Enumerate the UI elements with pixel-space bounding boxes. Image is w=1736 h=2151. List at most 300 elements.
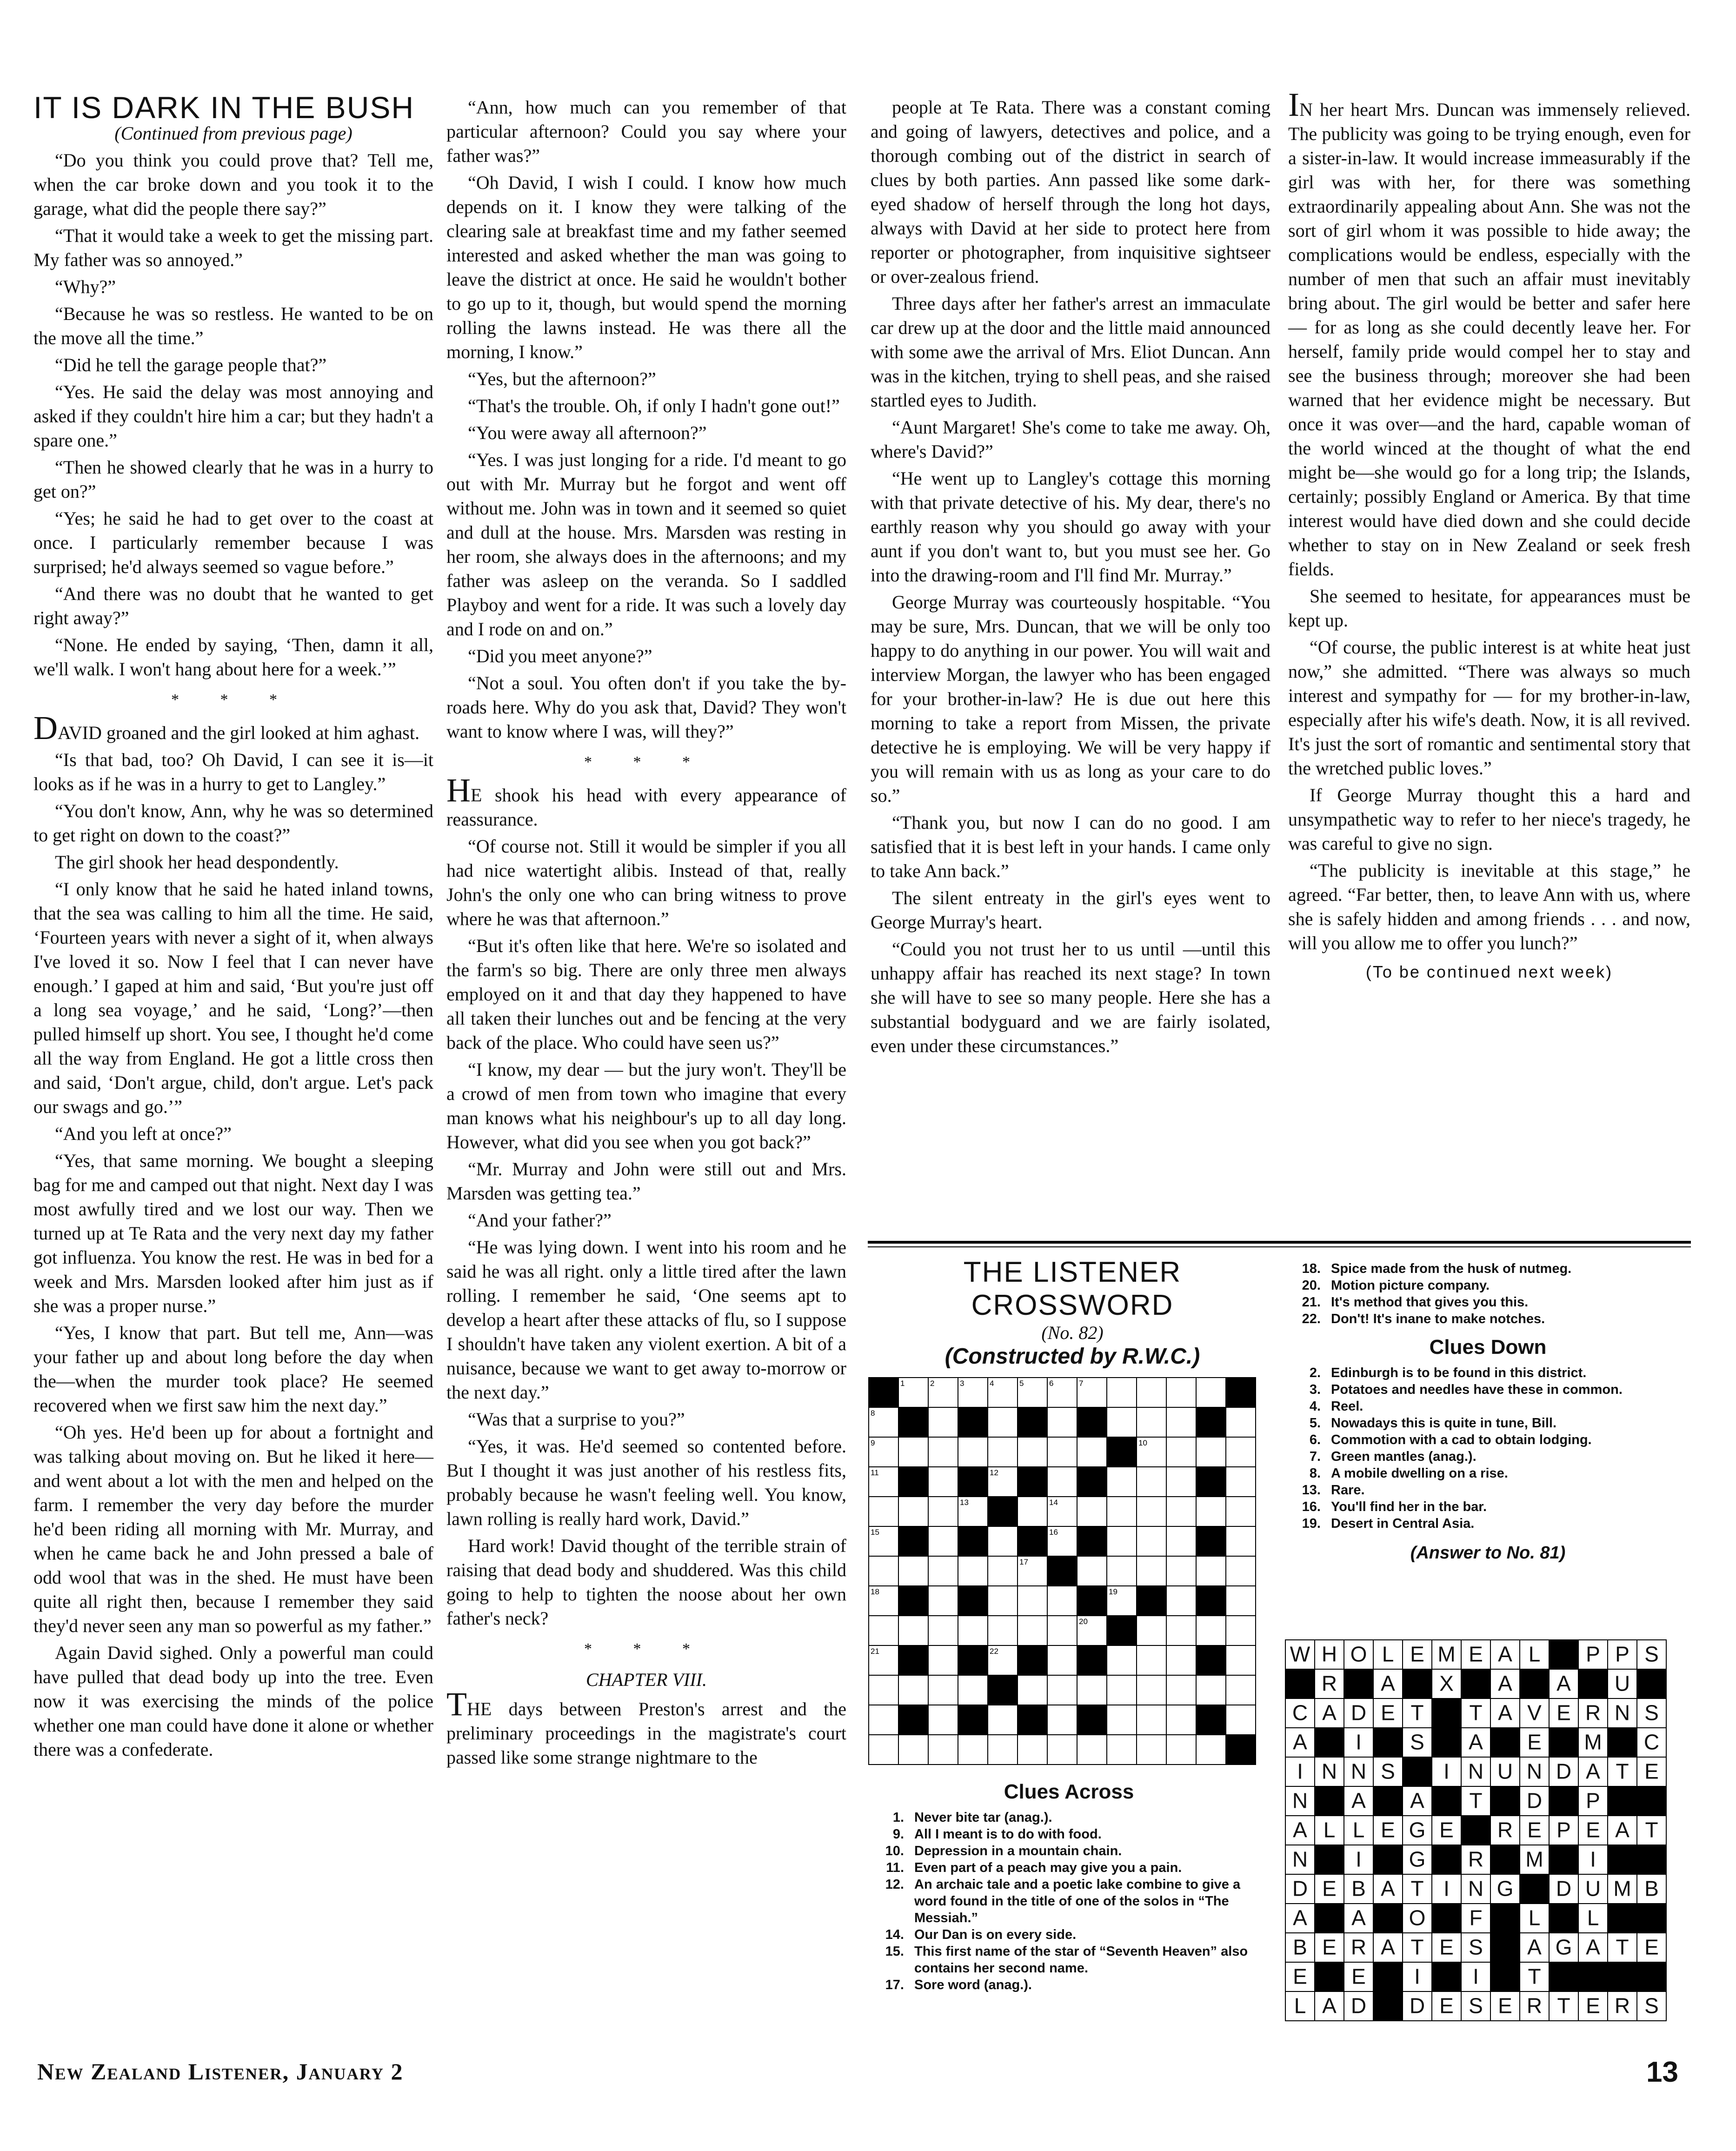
grid-black-square	[958, 1586, 988, 1616]
answer-black-square	[1637, 1904, 1666, 1933]
grid-white-square	[1196, 1378, 1226, 1407]
grid-clue-number: 19	[1109, 1587, 1117, 1596]
grid-clue-number: 13	[960, 1498, 969, 1507]
clue-text: A mobile dwelling on a rise.	[1331, 1466, 1508, 1481]
grid-black-square	[958, 1467, 988, 1497]
answer-letter: I	[1473, 1964, 1479, 1989]
grid-white-square	[898, 1437, 928, 1467]
clue-item	[1284, 1498, 1691, 1515]
story-paragraph: “Because he was so restless. He wanted to be on the move all the time.”	[33, 303, 433, 348]
grid-black-square	[1077, 1586, 1107, 1616]
answer-letter: A	[1615, 1818, 1630, 1842]
story-paragraph: “Yes, I know that part. But tell me, Ann—was your father up and about long before the day when the—when the murder took place? He seemed recovered when we first saw him the next day.”	[33, 1322, 433, 1416]
story-paragraph: people at Te Rata. There was a constant coming and going of lawyers, detectives and police, and a thorough combing out of the district in search of clues by both parties. Ann passed like some dark-eyed shadow of herself through the long hot days, always with David at her side to protect here from reporter or photographer, from inquisitive sightseer or over-zealous friend.	[871, 97, 1270, 287]
clue-number: 19.	[1302, 1516, 1321, 1531]
grid-black-square	[958, 1705, 988, 1735]
answer-black-square	[1549, 1640, 1578, 1669]
story-paragraph: “Then he showed clearly that he was in a hurry to get on?”	[33, 457, 433, 502]
grid-white-square	[988, 1586, 1018, 1616]
story-paragraph: “Yes; he said he had to get over to the coast at once. I particularly remember because I was surprised; he'd always seemed so vague before.”	[33, 508, 433, 577]
col1b-paragraphs	[33, 748, 433, 1762]
answer-letter: A	[1498, 1642, 1512, 1666]
answer-black-square	[1373, 1845, 1403, 1874]
answer-letter: L	[1528, 1905, 1541, 1930]
story-paragraph: “Oh David, I wish I could. I know how much depends on it. I know they were talking of the clearing sale at breakfast time and my father seemed interested and asked whether the man was going to leave the district at once. He said he wouldn't bother to go up to it, though, but would spend the morning rolling the lawns instead. He was there all the morning, I know.”	[446, 172, 846, 362]
answer-letter: A	[1586, 1935, 1600, 1959]
grid-white-square	[1166, 1467, 1196, 1497]
grid-white-square	[1047, 1675, 1077, 1705]
clue-number: 14.	[885, 1927, 904, 1942]
answer-letter: S	[1644, 1700, 1659, 1725]
grid-clue-number: 10	[1138, 1438, 1147, 1447]
grid-white-square	[1137, 1497, 1166, 1526]
answer-letter: G	[1555, 1935, 1572, 1959]
answer-letter: R	[1321, 1671, 1337, 1696]
answer-letter: R	[1468, 1847, 1484, 1871]
answer-letter: A	[1293, 1905, 1307, 1930]
answer-letter: A	[1498, 1700, 1512, 1725]
answer-letter: E	[1439, 1993, 1454, 2018]
grid-white-square	[869, 1675, 898, 1705]
col4-paragraphs	[1288, 584, 1690, 955]
clue-item	[868, 1826, 1270, 1843]
answer-black-square	[1373, 1962, 1403, 1991]
grid-clue-number: 16	[1049, 1528, 1058, 1537]
divider-rule	[868, 1241, 1691, 1244]
answer-letter: N	[1292, 1847, 1308, 1871]
clue-item	[868, 1859, 1270, 1876]
grid-white-square	[1137, 1467, 1166, 1497]
grid-black-square	[1018, 1526, 1047, 1556]
dropcap-letter: I	[1288, 86, 1299, 123]
grid-white-square	[1226, 1407, 1256, 1437]
answer-letter: E	[1381, 1818, 1395, 1842]
grid-white-square	[1137, 1675, 1166, 1705]
grid-white-square	[898, 1556, 928, 1586]
answer-letter: T	[1469, 1700, 1483, 1725]
clue-item	[1284, 1432, 1691, 1448]
grid-white-square	[1107, 1735, 1137, 1765]
grid-black-square	[898, 1407, 928, 1437]
story-paragraph: “Is that bad, too? Oh David, I can see it is—it looks as if he was in a hurry to get to Langley.”	[33, 749, 433, 794]
grid-white-square	[1107, 1645, 1137, 1675]
answer-letter: S	[1644, 1993, 1659, 2018]
answer-letter: L	[1323, 1818, 1336, 1842]
answer-black-square	[1549, 1728, 1578, 1757]
grid-white-square	[1166, 1556, 1196, 1586]
answer-letter: W	[1290, 1642, 1310, 1666]
grid-black-square	[869, 1378, 898, 1407]
grid-black-square	[1226, 1735, 1256, 1765]
answer-letter: D	[1556, 1876, 1572, 1901]
answer-letter: L	[1587, 1905, 1599, 1930]
answer-letter: T	[1410, 1700, 1424, 1725]
answer-letter: D	[1350, 1993, 1367, 2018]
answer-letter: T	[1469, 1788, 1483, 1813]
answer-letter: A	[1381, 1935, 1395, 1959]
answer-black-square	[1432, 1786, 1461, 1816]
to-be-continued: (To be continued next week)	[1365, 962, 1613, 981]
grid-white-square	[1077, 1675, 1107, 1705]
grid-white-square	[1077, 1437, 1107, 1467]
grid-black-square	[1077, 1645, 1107, 1675]
grid-clue-number: 21	[871, 1647, 879, 1656]
answer-black-square	[1490, 1728, 1520, 1757]
answer-black-square	[1432, 1845, 1461, 1874]
clue-text: An archaic tale and a poetic lake combine to give a word found in the title of one of the solos in “The Messiah.”	[914, 1877, 1241, 1925]
page-number: 13	[1646, 2056, 1678, 2088]
answer-heading: (Answer to No. 81)	[1410, 1543, 1566, 1563]
grid-white-square	[1226, 1526, 1256, 1556]
crossword-section	[868, 1256, 1277, 1369]
answer-letter: N	[1292, 1788, 1308, 1813]
grid-black-square	[1137, 1586, 1166, 1616]
story-paragraph: “Ann, how much can you remember of that particular afternoon? Could you say where your father was?”	[446, 97, 846, 166]
answer-letter: T	[1410, 1935, 1424, 1959]
grid-white-square	[1107, 1378, 1137, 1407]
answer-black-square	[1461, 1669, 1490, 1698]
story-column-1	[33, 90, 433, 1765]
answer-letter: H	[1321, 1642, 1337, 1666]
grid-black-square	[898, 1586, 928, 1616]
grid-black-square	[958, 1526, 988, 1556]
grid-black-square	[1196, 1407, 1226, 1437]
answer-letter: I	[1590, 1847, 1596, 1871]
story-paragraph: “You were away all afternoon?”	[468, 422, 707, 443]
clue-text: Even part of a peach may give you a pain.	[914, 1860, 1182, 1875]
answer-letter: E	[1469, 1642, 1483, 1666]
grid-white-square	[958, 1437, 988, 1467]
grid-white-square	[1166, 1526, 1196, 1556]
clue-number: 15.	[885, 1944, 904, 1959]
grid-white-square	[1137, 1705, 1166, 1735]
clues-across-continued	[1284, 1260, 1691, 1327]
story-paragraph: “Yes, it was. He'd seemed so contented before. But I thought it was just another of his restless fits, probably because he wasn't feeling well. You know, lawn rolling is really hard work, David.”	[446, 1436, 846, 1529]
clue-item	[1284, 1381, 1691, 1398]
answer-letter: I	[1356, 1730, 1362, 1754]
answer-black-square	[1578, 1962, 1608, 1991]
grid-white-square	[1226, 1437, 1256, 1467]
answer-black-square	[1637, 1786, 1666, 1816]
grid-white-square	[1018, 1735, 1047, 1765]
grid-white-square	[928, 1437, 958, 1467]
story-paragraph: “He went up to Langley's cottage this morning with that private detective of his. My dear, there's no earthly reason why you should go away with your aunt if you don't want to, but you must see her. Go into the drawing-room and I'll find Mr. Murray.”	[871, 468, 1270, 586]
answer-black-square	[1432, 1728, 1461, 1757]
clue-item	[1284, 1515, 1691, 1532]
answer-black-square	[1637, 1962, 1666, 1991]
answer-letter: N	[1614, 1700, 1630, 1725]
answer-letter: E	[1527, 1818, 1542, 1842]
grid-black-square	[958, 1645, 988, 1675]
answer-letter: D	[1409, 1993, 1425, 2018]
grid-white-square	[1166, 1497, 1196, 1526]
grid-white-square	[898, 1735, 928, 1765]
answer-letter: I	[1297, 1759, 1303, 1784]
answer-letter: T	[1616, 1935, 1629, 1959]
story-paragraph: “Was that a surprise to you?”	[468, 1409, 685, 1430]
story-paragraph: She seemed to hesitate, for appearances must be kept up.	[1288, 586, 1690, 631]
grid-white-square	[1226, 1497, 1256, 1526]
clue-number: 1.	[892, 1810, 904, 1825]
clue-text: Commotion with a cad to obtain lodging.	[1331, 1432, 1592, 1447]
answer-letter: P	[1586, 1642, 1600, 1666]
answer-letter: E	[1381, 1700, 1395, 1725]
answer-letter: T	[1528, 1964, 1541, 1989]
answer-letter: S	[1469, 1993, 1483, 2018]
story-paragraph: “Yes. I was just longing for a ride. I'd meant to go out with Mr. Murray but he forgot and went off without me. John was in town and it seemed so quiet and dull at the house. Mrs. Marsden was resting in her room, she always does in the afternoons; and my father was asleep on the veranda. So I saddled Playboy and went for a ride. It was such a lovely day and I rode on and on.”	[446, 449, 846, 639]
col2-paragraphs	[446, 95, 846, 744]
answer-letter: A	[1322, 1993, 1337, 2018]
grid-white-square	[1077, 1497, 1107, 1526]
story-column-2	[446, 95, 846, 1772]
clue-number: 2.	[1309, 1365, 1321, 1380]
answer-letter: A	[1381, 1671, 1395, 1696]
clue-text: Reel.	[1331, 1399, 1364, 1414]
grid-black-square	[988, 1497, 1018, 1526]
clue-text: Depression in a mountain chain.	[914, 1844, 1122, 1858]
answer-letter: E	[1498, 1993, 1512, 2018]
grid-clue-number: 12	[990, 1468, 998, 1477]
continued-from: (Continued from previous page)	[114, 123, 353, 144]
grid-white-square	[1226, 1616, 1256, 1645]
grid-white-square	[928, 1556, 958, 1586]
grid-white-square	[1166, 1586, 1196, 1616]
col2-chapter-paragraph: THE days between Preston's arrest and the preliminary proceedings in the magistrate's court passed like some strange nightmare to the	[446, 1685, 846, 1768]
answer-letter: F	[1469, 1905, 1483, 1930]
grid-white-square	[1137, 1407, 1166, 1437]
grid-clue-number: 17	[1019, 1558, 1028, 1566]
answer-letter: E	[1644, 1759, 1659, 1784]
clue-text: Don't! It's inane to make notches.	[1331, 1312, 1545, 1326]
grid-clue-number: 5	[1019, 1379, 1024, 1388]
story-paragraph: “I only know that he said he hated inland towns, that the sea was calling to him all the time. He said, ‘Fourteen years with never a sight of it, when always I've loved it so. Now I feel that I can never have enough.’ I gaped at him and said, ‘But you're just off a long sea voyage,’ and he said, ‘Long?’—then pulled himself up short. You see, I thought he'd come all the way from England. He got a little cross then and said, ‘Don't argue, child, don't argue. Let's pack our swags and go.’”	[33, 879, 433, 1117]
grid-black-square	[898, 1526, 928, 1556]
grid-white-square	[1107, 1526, 1137, 1556]
answer-letter: M	[1584, 1730, 1602, 1754]
grid-clue-number: 22	[990, 1647, 998, 1656]
grid-white-square	[1166, 1645, 1196, 1675]
clues-down-heading: Clues Down	[1429, 1336, 1547, 1359]
answer-letter: I	[1443, 1876, 1450, 1901]
grid-white-square	[869, 1497, 898, 1526]
grid-white-square	[898, 1675, 928, 1705]
grid-black-square	[898, 1467, 928, 1497]
grid-black-square	[1196, 1586, 1226, 1616]
answer-letter: G	[1409, 1818, 1426, 1842]
grid-white-square	[1107, 1556, 1137, 1586]
story-paragraph: The girl shook her head despondently.	[55, 852, 339, 872]
grid-white-square	[1196, 1735, 1226, 1765]
story-paragraph: “Yes, that same morning. We bought a sleeping bag for me and camped out that night. Next day I was most awfully tired and we lost our way. Then we turned up at Te Rata and the very next day my father got influenza. You know the rest. He was in bed for a week and Mrs. Marsden looked after him just as if she was a proper nurse.”	[33, 1150, 433, 1316]
answer-letter: T	[1410, 1876, 1424, 1901]
clue-number: 12.	[885, 1877, 904, 1892]
answer-letter: P	[1556, 1818, 1571, 1842]
grid-white-square	[1226, 1556, 1256, 1586]
grid-white-square	[1226, 1645, 1256, 1675]
grid-white-square	[1166, 1705, 1196, 1735]
answer-letter: P	[1615, 1642, 1630, 1666]
grid-white-square	[1137, 1616, 1166, 1645]
clue-number: 13.	[1302, 1483, 1321, 1498]
grid-white-square	[1196, 1616, 1226, 1645]
grid-black-square	[898, 1705, 928, 1735]
grid-black-square	[1018, 1467, 1047, 1497]
answer-letter: A	[1498, 1671, 1512, 1696]
story-paragraph: “Thank you, but now I can do no good. I am satisfied that it is best left in your hands. I came only to take Ann back.”	[871, 812, 1270, 881]
grid-white-square	[1047, 1437, 1077, 1467]
clue-number: 3.	[1309, 1382, 1321, 1397]
clue-text: Rare.	[1331, 1483, 1365, 1498]
clue-item	[868, 1809, 1270, 1826]
grid-black-square	[958, 1407, 988, 1437]
clue-number: 16.	[1302, 1499, 1321, 1514]
clue-text: Spice made from the husk of nutmeg.	[1331, 1261, 1572, 1276]
clue-item	[868, 1926, 1270, 1943]
grid-black-square	[1196, 1705, 1226, 1735]
crossword-number: (No. 82)	[1041, 1322, 1104, 1343]
answer-letter: D	[1556, 1759, 1572, 1784]
answer-letter: E	[1586, 1818, 1600, 1842]
grid-white-square	[928, 1497, 958, 1526]
answer-letter: A	[1469, 1730, 1483, 1754]
clue-item	[1284, 1398, 1691, 1415]
answer-letter: C	[1643, 1730, 1660, 1754]
answer-letter: E	[1586, 1993, 1600, 2018]
answer-black-square	[1373, 1786, 1403, 1816]
grid-black-square	[1018, 1407, 1047, 1437]
answer-black-square	[1373, 1991, 1403, 2021]
answer-letter: N	[1321, 1759, 1337, 1784]
answer-letter: D	[1350, 1700, 1367, 1725]
clues-across-list	[868, 1809, 1270, 1993]
answer-letter: M	[1525, 1847, 1543, 1871]
grid-white-square	[1047, 1705, 1077, 1735]
answer-letter: A	[1410, 1788, 1424, 1813]
grid-white-square	[1018, 1616, 1047, 1645]
clue-text: Desert in Central Asia.	[1331, 1516, 1475, 1531]
answer-letter: B	[1293, 1935, 1307, 1959]
clue-item	[1284, 1415, 1691, 1432]
grid-clue-number: 4	[990, 1379, 994, 1388]
answer-black-square	[1608, 1962, 1637, 1991]
grid-white-square	[1018, 1497, 1047, 1526]
answer-grid	[1284, 1639, 1684, 2026]
answer-letter: V	[1527, 1700, 1542, 1725]
story-paragraph: The silent entreaty in the girl's eyes went to George Murray's heart.	[871, 887, 1270, 932]
answer-letter: S	[1644, 1642, 1659, 1666]
answer-black-square	[1490, 1904, 1520, 1933]
story-paragraph: “The publicity is inevitable at this stage,” he agreed. “Far better, then, to leave Ann with us, where she is safely hidden and among friends . . . and now, will you allow me to offer you lunch?”	[1288, 860, 1690, 953]
answer-black-square	[1432, 1904, 1461, 1933]
grid-white-square	[1166, 1437, 1196, 1467]
answer-black-square	[1549, 1962, 1578, 1991]
answer-letter: E	[1439, 1818, 1454, 1842]
grid-white-square	[988, 1705, 1018, 1735]
clue-text: This first name of the star of “Seventh Heaven” also contains her second name.	[914, 1944, 1248, 1976]
answer-letter: T	[1557, 1993, 1570, 2018]
answer-letter: N	[1350, 1759, 1367, 1784]
answer-letter: E	[1322, 1876, 1337, 1901]
grid-white-square	[1107, 1497, 1137, 1526]
grid-clue-number: 2	[930, 1379, 935, 1388]
clue-number: 6.	[1309, 1432, 1321, 1447]
grid-white-square	[1047, 1645, 1077, 1675]
answer-letter: M	[1613, 1876, 1631, 1901]
story-paragraph: “I know, my dear — but the jury won't. They'll be a crowd of men from town who imagine that every man knows what his neighbour's up to all day long. However, what did you see when you got back?”	[446, 1059, 846, 1152]
grid-white-square	[928, 1705, 958, 1735]
story-paragraph: “Oh yes. He'd been up for about a fortnight and was talking about moving on. But he liked it here—and went about a lot with the men and helped on the farm. I remember the very day before the murder he'd been riding all morning with Mr. Murray, and when he came back he and John pressed a bale of odd wool that was in the shed. He must have been quite all right then, because I remember they said they'd never seen any man so powerful as my father.”	[33, 1422, 433, 1636]
grid-clue-number: 7	[1079, 1379, 1084, 1388]
clues-across-section	[868, 1772, 1270, 1993]
clue-number: 8.	[1309, 1466, 1321, 1481]
grid-white-square	[1107, 1467, 1137, 1497]
col1-dropcap-paragraph: DAVID groaned and the girl looked at him aghast.	[33, 709, 419, 746]
answer-black-square	[1344, 1669, 1373, 1698]
answer-black-square	[1315, 1904, 1344, 1933]
grid-white-square	[1166, 1378, 1196, 1407]
clue-text: Never bite tar (anag.).	[914, 1810, 1052, 1825]
clue-text: You'll find her in the bar.	[1331, 1499, 1487, 1514]
answer-black-square	[1608, 1904, 1637, 1933]
grid-white-square	[928, 1645, 958, 1675]
dropcap-letter: D	[33, 709, 58, 746]
answer-letter: S	[1469, 1935, 1483, 1959]
answer-letter: L	[1382, 1642, 1394, 1666]
grid-white-square	[958, 1735, 988, 1765]
grid-white-square	[869, 1705, 898, 1735]
grid-white-square	[1226, 1675, 1256, 1705]
answer-letter: E	[1351, 1964, 1366, 1989]
grid-white-square	[1196, 1437, 1226, 1467]
story-paragraph: “Of course not. Still it would be simpler if you all had nice watertight alibis. Instead of that, really John's the only one who can bring witness to prove where he was that afternoon.”	[446, 836, 846, 929]
grid-clue-number: 8	[871, 1409, 875, 1418]
story-paragraph: Three days after her father's arrest an immaculate car drew up at the door and the little maid announced with some awe the arrival of Mrs. Eliot Duncan. Ann was in the kitchen, trying to shell peas, and she raised startled eyes to Judith.	[871, 293, 1270, 411]
grid-white-square	[958, 1556, 988, 1586]
dropcap-letter: T	[446, 1685, 467, 1723]
answer-letter: G	[1409, 1847, 1426, 1871]
answer-letter: R	[1526, 1993, 1543, 2018]
story-paragraph: “None. He ended by saying, ‘Then, damn it all, we'll walk. I won't hang about here for a week.’”	[33, 634, 433, 679]
grid-white-square	[1196, 1556, 1226, 1586]
story-paragraph: “Could you not trust her to us until —until this unhappy affair has reached its next stage? In town she will have to see so many people. Here she has a substantial bodyguard and we are fairly isolated, even under these circumstances.”	[871, 939, 1270, 1056]
grid-black-square	[1196, 1526, 1226, 1556]
grid-white-square	[1137, 1645, 1166, 1675]
grid-white-square	[928, 1407, 958, 1437]
grid-clue-number: 18	[871, 1587, 879, 1596]
answer-letter: I	[1414, 1964, 1420, 1989]
answer-letter: R	[1497, 1818, 1513, 1842]
answer-black-square	[1490, 1933, 1520, 1962]
answer-letter: A	[1381, 1876, 1395, 1901]
answer-black-square	[1490, 1786, 1520, 1816]
grid-white-square	[988, 1526, 1018, 1556]
answer-letter: A	[1322, 1700, 1337, 1725]
clue-number: 21.	[1302, 1295, 1321, 1310]
answer-letter: A	[1586, 1759, 1600, 1784]
answer-letter: E	[1439, 1935, 1454, 1959]
answer-black-square	[1520, 1874, 1549, 1904]
answer-letter: B	[1644, 1876, 1659, 1901]
answer-black-square	[1403, 1669, 1432, 1698]
grid-white-square	[1137, 1556, 1166, 1586]
answer-letter: A	[1351, 1788, 1366, 1813]
section-break: * * *	[584, 1640, 709, 1658]
clue-number: 10.	[885, 1844, 904, 1858]
clue-text: Motion picture company.	[1331, 1278, 1490, 1293]
answer-letter: P	[1586, 1788, 1600, 1813]
clue-number: 4.	[1309, 1399, 1321, 1414]
clue-number: 17.	[885, 1978, 904, 1992]
